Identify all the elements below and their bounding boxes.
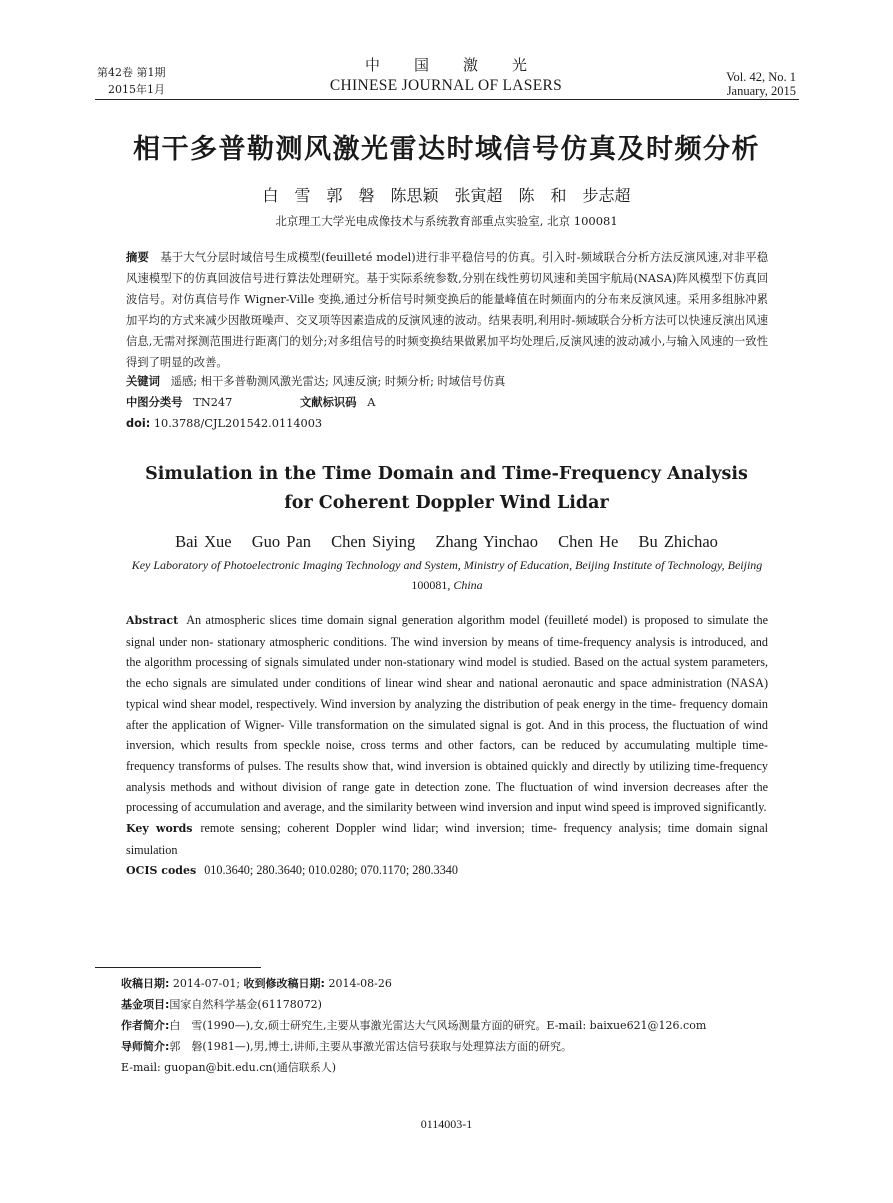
header-volume-cn [97,64,166,98]
doi-value: 10.3788/CJL201542.0114003 [153,417,323,430]
abstract-label-cn: 摘要 [126,251,149,264]
journal-name [296,54,596,96]
footnote-fund [121,994,322,1015]
volume-issue-en: Vol. 42, No. 1 [726,70,796,84]
abstract-label-en: Abstract [126,614,179,627]
footnote-advisor [121,1036,572,1057]
header-volume-en [726,70,796,98]
abstract-paragraph-en [126,610,768,818]
footnote-rule [95,967,261,968]
received-date: 2014-07-01; [172,977,241,990]
document-code-line [300,393,375,413]
author-bio-text: 白 雪(1990—),女,硕士研究生,主要从事激光雷达大气风场测量方面的研究。E-mail: baixue621@126.com [169,1019,707,1032]
paper-title-en [0,460,893,518]
advisor-bio-label: 导师简介: [121,1040,170,1053]
paper-title-cn: 相干多普勒测风激光雷达时域信号仿真及时频分析 [133,134,760,165]
authors-en [0,532,893,552]
header-rule [95,99,799,100]
volume-issue-cn: 第42卷 第1期 [97,66,166,79]
author-en: Bai Xue [175,532,232,551]
fund-label: 基金项目: [121,998,170,1011]
affiliation-zip: 100081 [411,578,448,592]
author-en: Zhang Yinchao [435,532,538,551]
keywords-cn [126,372,505,392]
date-cn: 2015年1月 [108,83,165,96]
date-en: January, 2015 [726,84,796,98]
author-en: Chen He [558,532,619,551]
revised-label: 收到修改稿日期: [243,977,325,990]
keywords-label-cn: 关键词 [126,375,160,388]
abstract-text-cn: 基于大气分层时域信号生成模型(feuilleté model)进行非平稳信号的仿真。引入时-频域联合分析方法反演风速,对非平稳风速模型下的仿真回波信号进行算法处理研究。基于实际系统参数,分别在线性剪切风速和美国宇航局(NASA)阵风模型下仿真回波信号。对仿真信号作 Wigner-Ville 变换,通过分析信号时频变换后的能量峰值在时频面内的分布来反演风速。采用多组脉冲累加平均的方式来减少因散斑噪声、交叉项等因素造成的反演风速的波动。结果表明,利用时-频域联合分析方法可以快速反演出风速信息,无需对探测范围进行距离门的划分;对多组信号的时频变换结果做累加平均处理后,反演风速的波动减小,与输入风速的一致性得到了明显的改善。 [126,251,768,369]
affiliation-en-text: Key Laboratory of Photoelectronic Imaging Technology and System, Ministry of Education, Beijing Institute of Technology, Beijing [131,558,763,572]
author-en: Guo Pan [251,532,312,551]
doi-line [126,414,322,434]
abstract-cn [126,247,768,373]
abstract-text-en: An atmospheric slices time domain signal generation algorithm model (feuilleté model) is proposed to simulate the signal under non- stationary atmospheric conditions. The wind inversion by means of time-frequency analysis is introduced, and the algorithm processing of signals simulated under non-stationary wind model is studied. Based on the actual system parameters, the echo signals are simulated under conditions of linear wind shear and national aeronautic and space administration (NASA) typical wind shear model, respectively. Wind inversion by analyzing the distribution of peak energy in the time- frequency domain after the application of Wigner- Ville transformation on the simulated signal is got. And in this process, the fluctuation of wind inversion, which results from speckle noise, cross terms and other factors, can be reduced by accumulating multiple time- frequency transforms of pulses. The results show that, wind inversion is obtained quickly and directly by utilizing time-frequency analysis methods and without division of range gate in detection zone. The fluctuation of wind inversion decreases after the processing of accumulation and average, and the similarity between wind inversion and input wind speed is improved significantly. [126,613,768,815]
authors-cn: 白 雪 郭 磐 陈思颖 张寅超 陈 和 步志超 [262,186,631,205]
doccode-value: A [367,396,376,409]
keywords-en [126,818,768,860]
keywords-label-en: Key words [126,822,193,836]
advisor-bio-text: 郭 磐(1981—),男,博士,讲师,主要从事激光雷达信号获取与处理算法方面的研究。 [169,1040,572,1053]
affiliation-en [126,555,768,595]
affiliation-country: , China [447,578,483,592]
affiliation-cn: 北京理工大学光电成像技术与系统教育部重点实验室, 北京 100081 [275,214,618,228]
received-label: 收稿日期: [121,977,170,990]
ocis-values: 010.3640; 280.3640; 010.0280; 070.1170; 280.3340 [204,863,458,878]
title-en-line-2: for Coherent Doppler Wind Lidar [284,493,609,513]
clc-code: TN247 [193,396,233,409]
page-number: 0114003-1 [420,1117,473,1131]
keywords-text-en: remote sensing; coherent Doppler wind lidar; wind inversion; time- frequency analysis; time domain signal simulation [126,821,769,857]
title-en-line-1: Simulation in the Time Domain and Time-Frequency Analysis [145,464,748,484]
fund-text: 国家自然科学基金(61178072) [169,998,322,1011]
revised-date: 2014-08-26 [328,977,392,990]
ocis-codes [126,860,768,882]
doccode-label: 文献标识码 [300,396,357,409]
keywords-text-cn: 遥感; 相干多普勒测风激光雷达; 风速反演; 时频分析; 时域信号仿真 [170,375,506,388]
author-en: Bu Zhichao [638,532,718,551]
classification-line [126,393,232,413]
ocis-label: OCIS codes [126,864,197,878]
footnote-dates [121,973,392,994]
footnote-advisor-email: E-mail: guopan@bit.edu.cn(通信联系人) [121,1061,337,1074]
doi-label: doi: [126,417,151,430]
clc-label: 中图分类号 [126,396,183,409]
footnote-author [121,1015,706,1036]
abstract-en [126,610,768,882]
author-en: Chen Siying [331,532,416,551]
journal-name-cn: 中国激光 [364,56,561,74]
author-bio-label: 作者简介: [121,1019,170,1032]
journal-name-en: CHINESE JOURNAL OF LASERS [329,77,563,94]
